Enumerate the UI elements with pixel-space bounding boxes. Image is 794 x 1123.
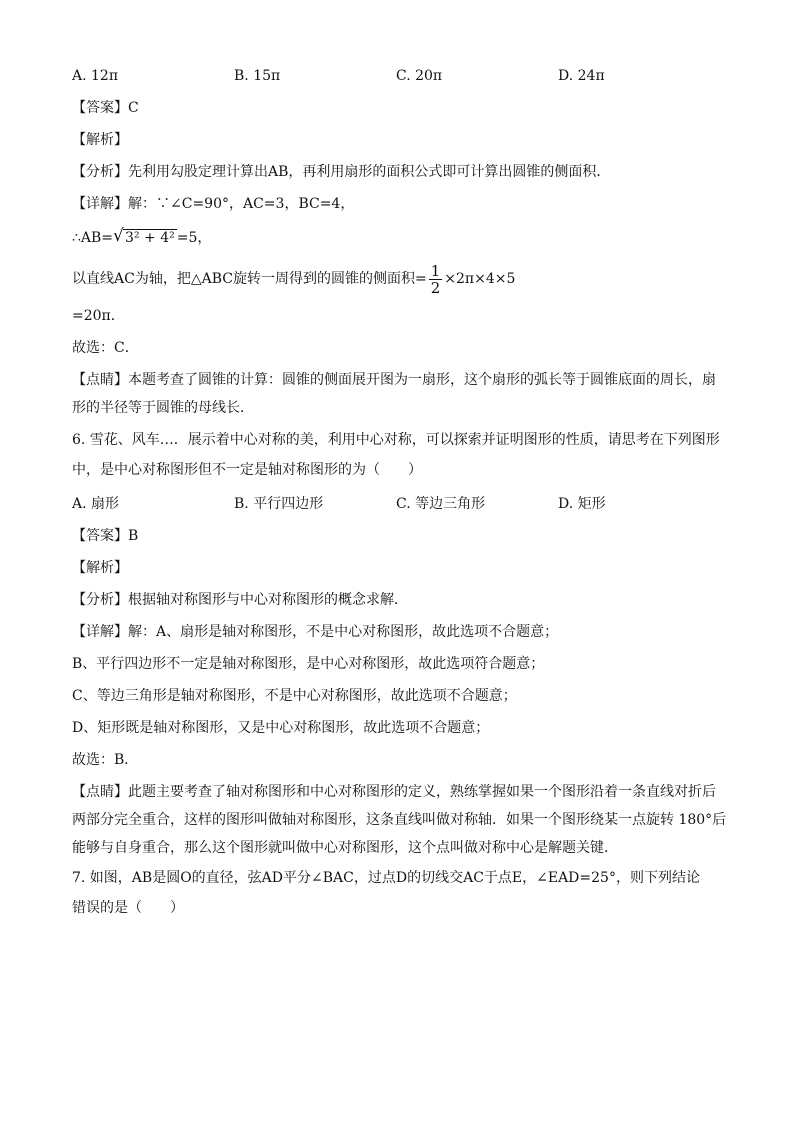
q6-dianjing-line-3: 能够与自身重合，那么这个图形就叫做中心对称图形，这个点叫做对称中心是解题关键． [72,840,618,856]
q6-xiangjie-b: B、平行四边形不一定是轴对称图形，是中心对称图形，故此选项符合题意； [72,656,545,672]
q6-option-a: A. 扇形 [72,496,120,512]
radical-sign-icon: √ [113,226,124,246]
q6-dianjing-line-1: 【点睛】此题主要考查了轴对称图形和中心对称图形的定义，熟练掌握如果一个图形沿着一条直线对折后 [72,784,716,800]
q5-dianjing-line-1: 【点睛】本题考查了圆锥的计算：圆锥的侧面展开图为一扇形，这个扇形的弧长等于圆锥底面的周长，扇 [72,372,716,388]
q6-xiangjie-d: D、矩形既是轴对称图形，又是中心对称图形，故此选项不合题意； [72,720,490,736]
q5-choose: 故选：C． [72,340,139,356]
q6-answer: 【答案】B [72,528,139,544]
q5-answer: 【答案】C [72,100,139,116]
fraction-denominator: 2 [430,278,441,297]
q6-stem-line-1: 6. 雪花、风车…．展示着中心对称的美，利用中心对称，可以探索并证明图形的性质，请思考在下列图形 [72,432,720,448]
q5-ab-prefix: ∴AB= [72,230,114,246]
q7-stem-line-2: 错误的是（ ） [72,900,184,916]
fraction-numerator: 1 [430,261,441,280]
q5-ab-suffix: =5， [176,230,212,246]
q5-analysis-tag: 【解析】 [72,132,128,148]
q6-stem-line-2: 中，是中心对称图形但不一定是轴对称图形的为（ ） [72,462,422,478]
q5-area-formula [72,262,515,296]
q5-dianjing-line-2: 形的半径等于圆锥的母线长． [72,400,254,416]
sqrt-expression [113,228,177,248]
q6-option-c: C. 等边三角形 [396,496,486,512]
q5-xiangjie: 【详解】解：∵∠C=90°，AC=3，BC=4， [72,196,355,212]
q5-ab-formula [72,228,211,248]
q5-option-d: D. 24π [558,68,605,84]
q5-area-prefix: 以直线AC为轴，把△ABC旋转一周得到的圆锥的侧面积= [72,271,427,287]
q6-fenxi: 【分析】根据轴对称图形与中心对称图形的概念求解． [72,592,408,608]
q5-ab-radicand: 3² + 4² [125,230,175,246]
q6-analysis-tag: 【解析】 [72,560,128,576]
q5-result: =20π． [72,308,125,324]
q5-option-b: B. 15π [234,68,281,84]
q6-xiangjie-a: 【详解】解：A、扇形是轴对称图形，不是中心对称图形，故此选项不合题意； [72,624,559,640]
q6-option-b: B. 平行四边形 [234,496,324,512]
q6-option-d: D. 矩形 [558,496,606,512]
q5-option-a: A. 12π [72,68,119,84]
q5-option-c: C. 20π [396,68,443,84]
fraction [429,263,443,296]
q5-fenxi: 【分析】先利用勾股定理计算出AB，再利用扇形的面积公式即可计算出圆锥的侧面积． [72,164,611,180]
q6-xiangjie-c: C、等边三角形是轴对称图形，不是中心对称图形，故此选项不合题意； [72,688,517,704]
q7-stem-line-1: 7. 如图，AB是圆O的直径，弦AD平分∠BAC，过点D的切线交AC于点E，∠EAD=25°，则下列结论 [72,870,700,886]
q6-dianjing-line-2: 两部分完全重合，这样的图形叫做轴对称图形，这条直线叫做对称轴．如果一个图形绕某一点旋转 180°后 [72,812,727,828]
q5-area-suffix: ×2π×4×5 [444,271,516,287]
q6-choose: 故选：B． [72,752,139,768]
